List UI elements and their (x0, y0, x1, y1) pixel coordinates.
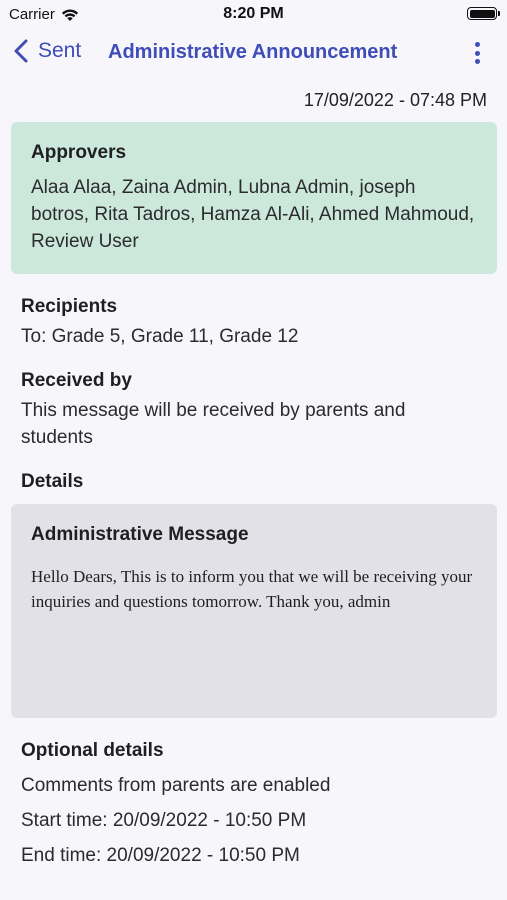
message-title: Administrative Message (31, 524, 249, 545)
more-options-button[interactable] (473, 42, 481, 64)
start-time: Start time: 20/09/2022 - 10:50 PM (21, 810, 307, 831)
page-title: Administrative Announcement (108, 41, 398, 63)
end-time: End time: 20/09/2022 - 10:50 PM (21, 845, 300, 866)
recipients-text: To: Grade 5, Grade 11, Grade 12 (21, 326, 299, 347)
comments-setting: Comments from parents are enabled (21, 775, 331, 796)
clock: 8:20 PM (223, 5, 284, 22)
navigation-bar (0, 32, 507, 74)
optional-details-section (21, 740, 461, 867)
details-heading: Details (21, 471, 84, 492)
optional-details-heading: Optional details (21, 740, 164, 761)
received-by-text: This message will be received by parents and students (21, 400, 406, 448)
received-by-section (21, 370, 416, 451)
back-label: Sent (38, 39, 82, 62)
approvers-card (11, 122, 497, 274)
status-bar (0, 0, 507, 30)
message-date: 17/09/2022 - 07:48 PM (303, 90, 487, 110)
message-body: Hello Dears, This is to inform you that we will be receiving your inquiries and questions tomorrow. Thank you, admin (31, 567, 473, 611)
approvers-list: Alaa Alaa, Zaina Admin, Lubna Admin, joseph botros, Rita Tadros, Hamza Al-Ali, Ahmed Mahmoud, Review User (31, 177, 475, 252)
received-by-heading: Received by (21, 370, 132, 391)
back-button[interactable] (14, 39, 81, 63)
message-card (11, 504, 497, 718)
more-vertical-icon (475, 42, 480, 47)
battery-icon (467, 7, 497, 20)
chevron-left-icon (14, 39, 28, 63)
approvers-heading: Approvers (31, 142, 127, 163)
recipients-section (21, 296, 461, 350)
carrier-label: Carrier (9, 6, 55, 23)
recipients-heading: Recipients (21, 296, 118, 317)
details-section (21, 471, 461, 493)
